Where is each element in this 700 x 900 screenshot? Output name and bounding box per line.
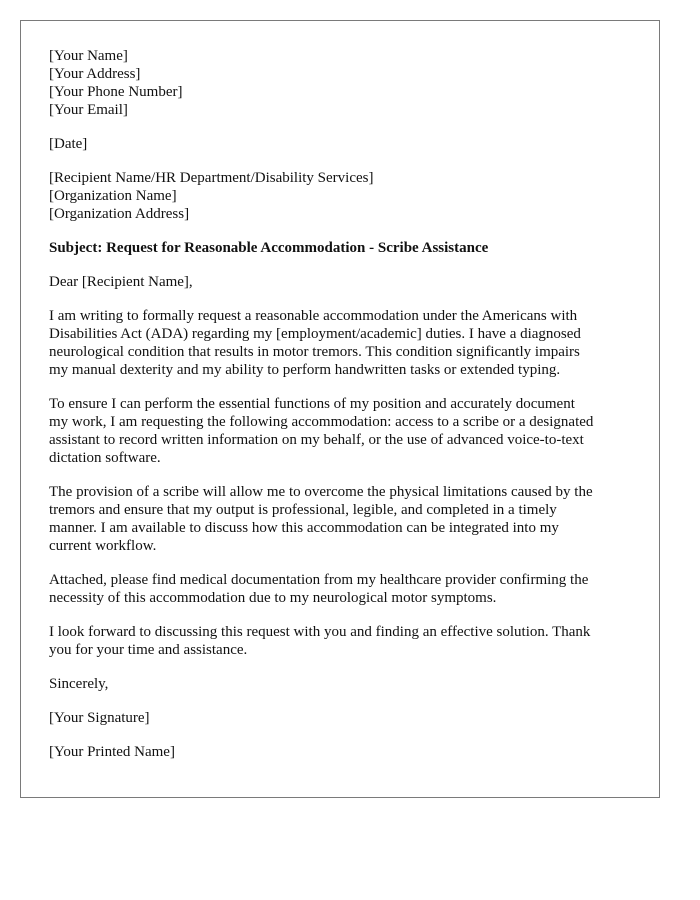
sender-phone: [Your Phone Number] xyxy=(49,84,183,100)
subject-block xyxy=(49,239,631,257)
recipient-name: [Recipient Name/HR Department/Disability Services] xyxy=(49,170,374,186)
printed-name: [Your Printed Name] xyxy=(49,744,175,760)
sender-block xyxy=(49,47,631,119)
letter-document xyxy=(20,20,660,798)
body-paragraph-documentation: Attached, please find medical documentation from my healthcare provider confirming the necessity of this accommodation due to my neurological motor symptoms. xyxy=(49,572,589,606)
salutation-block xyxy=(49,273,631,291)
sender-address: [Your Address] xyxy=(49,66,141,82)
recipient-address: [Organization Address] xyxy=(49,206,190,222)
body-paragraph-benefit: The provision of a scribe will allow me to overcome the physical limitations caused by the tremors and ensure that my output is professional, legible, and completed in a timely manner. I am available to discuss how this accommodation can be integrated into my current workflow. xyxy=(49,484,593,554)
date-block xyxy=(49,135,631,153)
sender-name: [Your Name] xyxy=(49,48,128,64)
subject-line: Subject: Request for Reasonable Accommodation - Scribe Assistance xyxy=(49,240,489,256)
closing-block xyxy=(49,675,631,693)
body-paragraph-closing: I look forward to discussing this request with you and finding an effective solution. Thank you for your time and assistance. xyxy=(49,624,591,658)
sender-email: [Your Email] xyxy=(49,102,128,118)
printed-name-block xyxy=(49,743,631,761)
recipient-organization: [Organization Name] xyxy=(49,188,177,204)
recipient-block xyxy=(49,169,631,223)
body-paragraph-request: I am writing to formally request a reasonable accommodation under the Americans with Disabilities Act (ADA) regarding my [employment/academic] duties. I have a diagnosed neurological condition that results in motor tremors. This condition significantly impairs my manual dexterity and my ability to perform handwritten tasks or extended typing. xyxy=(49,308,581,378)
closing: Sincerely, xyxy=(49,676,109,692)
salutation: Dear [Recipient Name], xyxy=(49,274,193,290)
signature: [Your Signature] xyxy=(49,710,150,726)
signature-block xyxy=(49,709,631,727)
letter-date: [Date] xyxy=(49,136,88,152)
body-paragraph-accommodation: To ensure I can perform the essential functions of my position and accurately document my work, I am requesting the following accommodation: access to a scribe or a designated assistant to record written information on my behalf, or the use of advanced voice-to-text dictation software. xyxy=(49,396,594,466)
